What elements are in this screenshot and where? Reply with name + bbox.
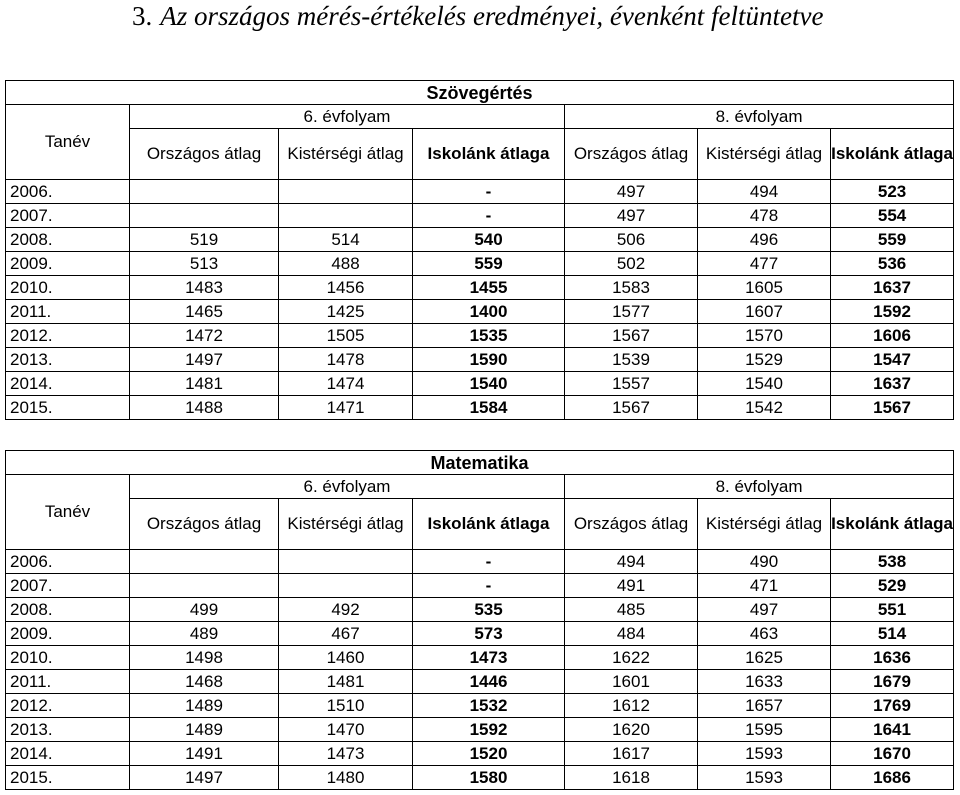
school-avg-cell: 1532 [413,694,565,718]
table-row [6,694,954,718]
year-cell: 2006. [6,180,130,204]
table-body [6,451,954,790]
national-avg-cell: 1488 [130,396,279,420]
school-avg-cell: 1592 [831,300,954,324]
national-avg-header: Országos átlag [130,499,279,550]
school-avg-cell: 1590 [413,348,565,372]
school-avg-cell: - [413,180,565,204]
regional-avg-cell: 1474 [279,372,413,396]
year-cell: 2011. [6,300,130,324]
regional-avg-cell: 1478 [279,348,413,372]
national-avg-cell: 1557 [565,372,698,396]
regional-avg-cell: 1595 [698,718,831,742]
national-avg-cell: 1583 [565,276,698,300]
regional-avg-cell [279,204,413,228]
year-cell: 2014. [6,372,130,396]
regional-avg-cell: 488 [279,252,413,276]
math-results-table [5,450,954,790]
school-avg-cell: 1606 [831,324,954,348]
regional-avg-cell: 494 [698,180,831,204]
school-avg-cell: 1520 [413,742,565,766]
year-cell: 2012. [6,694,130,718]
year-cell: 2013. [6,718,130,742]
national-avg-cell: 1468 [130,670,279,694]
school-avg-cell: 573 [413,622,565,646]
table-row [6,742,954,766]
year-cell: 2009. [6,252,130,276]
regional-avg-header: Kistérségi átlag [279,129,413,180]
table-row [6,324,954,348]
national-avg-cell: 1481 [130,372,279,396]
regional-avg-cell: 1471 [279,396,413,420]
national-avg-cell: 1498 [130,646,279,670]
year-cell: 2008. [6,228,130,252]
grade-6-header: 6. évfolyam [130,475,565,499]
regional-avg-header: Kistérségi átlag [698,499,831,550]
national-avg-cell: 1497 [130,766,279,790]
table-row [6,574,954,598]
page-title [132,0,823,36]
national-avg-header: Országos átlag [565,129,698,180]
school-avg-cell: 1592 [413,718,565,742]
regional-avg-cell: 1456 [279,276,413,300]
national-avg-cell: 1601 [565,670,698,694]
school-avg-cell: 1679 [831,670,954,694]
year-cell: 2015. [6,766,130,790]
school-avg-cell: 1584 [413,396,565,420]
school-avg-cell: 1473 [413,646,565,670]
school-avg-header: Iskolánk átlaga [831,129,954,180]
regional-avg-cell [279,180,413,204]
regional-avg-cell: 1425 [279,300,413,324]
regional-avg-cell: 1570 [698,324,831,348]
national-avg-cell: 1612 [565,694,698,718]
grade-row [6,475,954,499]
table-row [6,228,954,252]
national-avg-cell [130,550,279,574]
regional-avg-cell: 1505 [279,324,413,348]
table-row [6,348,954,372]
regional-avg-cell: 1633 [698,670,831,694]
national-avg-cell: 497 [565,204,698,228]
column-header-row [6,499,954,550]
table-row [6,646,954,670]
section-title: Az országos mérés-értékelés eredményei, évenként feltüntetve [160,1,824,31]
regional-avg-cell: 1605 [698,276,831,300]
school-avg-cell: 1455 [413,276,565,300]
national-avg-cell: 506 [565,228,698,252]
national-avg-header: Országos átlag [130,129,279,180]
year-cell: 2014. [6,742,130,766]
school-avg-cell: 1636 [831,646,954,670]
column-header-row [6,129,954,180]
national-avg-cell: 1567 [565,396,698,420]
grade-row [6,105,954,129]
year-cell: 2010. [6,276,130,300]
regional-avg-cell: 1607 [698,300,831,324]
regional-avg-cell: 496 [698,228,831,252]
regional-avg-cell: 477 [698,252,831,276]
school-avg-cell: 523 [831,180,954,204]
table-row [6,300,954,324]
school-avg-cell: 535 [413,598,565,622]
school-avg-cell: 514 [831,622,954,646]
national-avg-cell: 1472 [130,324,279,348]
national-avg-cell: 484 [565,622,698,646]
regional-avg-cell: 497 [698,598,831,622]
national-avg-cell: 1465 [130,300,279,324]
table-row [6,598,954,622]
national-avg-cell: 1617 [565,742,698,766]
grade-6-header: 6. évfolyam [130,105,565,129]
regional-avg-cell [279,574,413,598]
national-avg-cell: 1567 [565,324,698,348]
national-avg-cell: 1577 [565,300,698,324]
regional-avg-cell: 463 [698,622,831,646]
regional-avg-cell: 1480 [279,766,413,790]
table-row [6,204,954,228]
school-avg-cell: 1637 [831,276,954,300]
school-avg-cell: 559 [413,252,565,276]
regional-avg-cell: 1470 [279,718,413,742]
regional-avg-cell: 1540 [698,372,831,396]
school-avg-cell: 559 [831,228,954,252]
grade-8-header: 8. évfolyam [565,475,954,499]
national-avg-cell: 497 [565,180,698,204]
regional-avg-header: Kistérségi átlag [279,499,413,550]
regional-avg-cell: 1542 [698,396,831,420]
table-body [6,81,954,420]
grade-8-header: 8. évfolyam [565,105,954,129]
school-avg-cell: 529 [831,574,954,598]
school-avg-cell: 551 [831,598,954,622]
subject-title: Matematika [6,451,954,475]
table-row [6,372,954,396]
national-avg-cell: 494 [565,550,698,574]
year-cell: 2007. [6,574,130,598]
regional-avg-cell: 492 [279,598,413,622]
table-row [6,550,954,574]
school-avg-cell: 1769 [831,694,954,718]
year-cell: 2007. [6,204,130,228]
school-avg-cell: 536 [831,252,954,276]
school-avg-cell: 1400 [413,300,565,324]
national-avg-cell: 1497 [130,348,279,372]
school-avg-cell: 1446 [413,670,565,694]
school-avg-header: Iskolánk átlaga [413,499,565,550]
school-avg-header: Iskolánk átlaga [413,129,565,180]
table-row [6,276,954,300]
regional-avg-cell: 467 [279,622,413,646]
national-avg-cell [130,204,279,228]
national-avg-cell: 491 [565,574,698,598]
regional-avg-cell: 1593 [698,742,831,766]
regional-avg-cell: 1529 [698,348,831,372]
national-avg-cell: 1620 [565,718,698,742]
regional-avg-cell [279,550,413,574]
section-number: 3. [132,1,153,31]
national-avg-header: Országos átlag [565,499,698,550]
year-cell: 2015. [6,396,130,420]
regional-avg-cell: 471 [698,574,831,598]
school-avg-cell: 1580 [413,766,565,790]
year-cell: 2013. [6,348,130,372]
subject-row [6,81,954,105]
national-avg-cell: 1489 [130,718,279,742]
school-avg-cell: 1686 [831,766,954,790]
table-row [6,766,954,790]
national-avg-cell: 1618 [565,766,698,790]
table-row [6,180,954,204]
table-row [6,396,954,420]
school-avg-cell: 540 [413,228,565,252]
regional-avg-cell: 1593 [698,766,831,790]
national-avg-cell [130,180,279,204]
year-cell: 2012. [6,324,130,348]
table-row [6,670,954,694]
regional-avg-cell: 514 [279,228,413,252]
school-avg-cell: 554 [831,204,954,228]
year-cell: 2006. [6,550,130,574]
school-avg-cell: 1547 [831,348,954,372]
regional-avg-cell: 1481 [279,670,413,694]
national-avg-cell: 1489 [130,694,279,718]
year-cell: 2011. [6,670,130,694]
school-avg-cell: 1540 [413,372,565,396]
subject-row [6,451,954,475]
national-avg-cell: 519 [130,228,279,252]
regional-avg-header: Kistérségi átlag [698,129,831,180]
regional-avg-cell: 1625 [698,646,831,670]
school-avg-cell: - [413,204,565,228]
school-avg-cell: - [413,574,565,598]
year-cell: 2010. [6,646,130,670]
regional-avg-cell: 1657 [698,694,831,718]
national-avg-cell: 499 [130,598,279,622]
table-row [6,718,954,742]
regional-avg-cell: 1473 [279,742,413,766]
regional-avg-cell: 1460 [279,646,413,670]
year-header: Tanév [6,105,130,180]
national-avg-cell: 1622 [565,646,698,670]
school-avg-cell: - [413,550,565,574]
year-header: Tanév [6,475,130,550]
regional-avg-cell: 478 [698,204,831,228]
subject-title: Szövegértés [6,81,954,105]
school-avg-cell: 1670 [831,742,954,766]
regional-avg-cell: 1510 [279,694,413,718]
school-avg-cell: 1535 [413,324,565,348]
national-avg-cell: 1483 [130,276,279,300]
national-avg-cell: 502 [565,252,698,276]
national-avg-cell: 489 [130,622,279,646]
table-row [6,252,954,276]
regional-avg-cell: 490 [698,550,831,574]
table-row [6,622,954,646]
school-avg-header: Iskolánk átlaga [831,499,954,550]
year-cell: 2008. [6,598,130,622]
reading-results-table [5,80,954,420]
national-avg-cell: 1539 [565,348,698,372]
school-avg-cell: 538 [831,550,954,574]
national-avg-cell: 485 [565,598,698,622]
national-avg-cell: 1491 [130,742,279,766]
school-avg-cell: 1641 [831,718,954,742]
school-avg-cell: 1567 [831,396,954,420]
year-cell: 2009. [6,622,130,646]
national-avg-cell [130,574,279,598]
national-avg-cell: 513 [130,252,279,276]
school-avg-cell: 1637 [831,372,954,396]
